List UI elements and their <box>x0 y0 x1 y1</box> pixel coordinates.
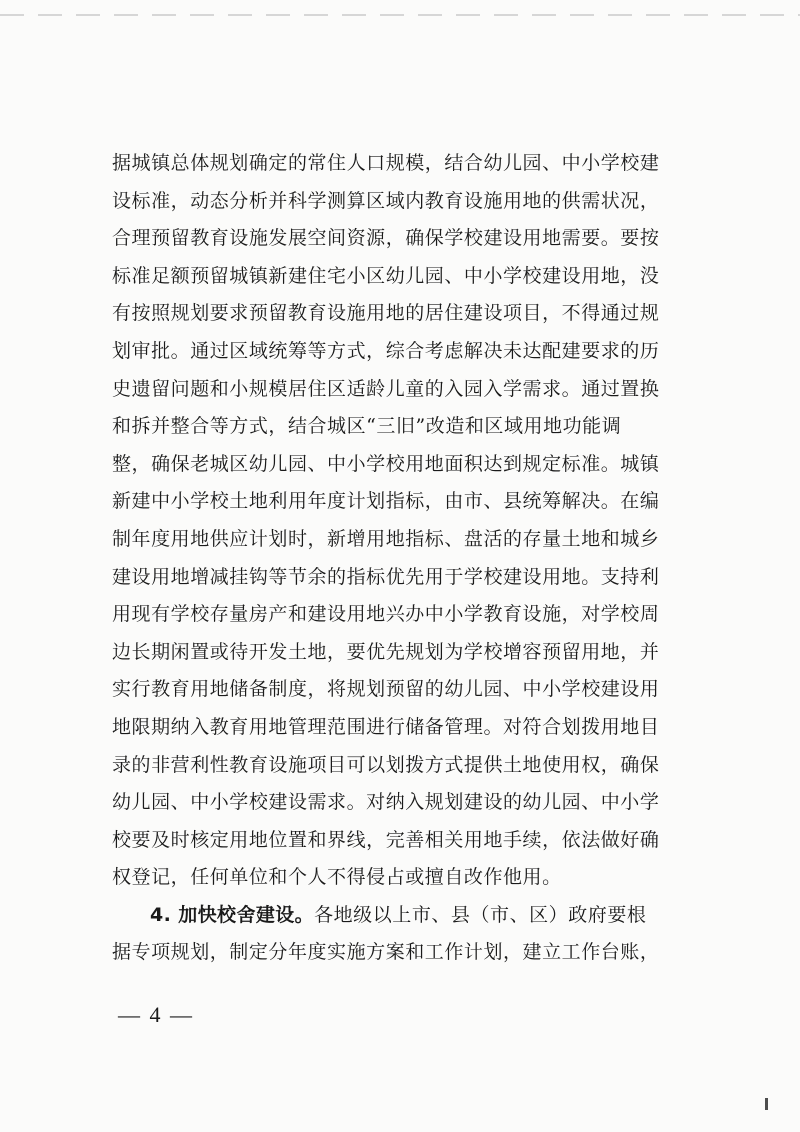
paragraph-line: 整，确保老城区幼儿园、中小学校用地面积达到规定标准。城镇 <box>112 452 660 475</box>
paragraph-line: 合理预留教育设施发展空间资源，确保学校建设用地需要。要按 <box>112 227 660 250</box>
scan-edge-mark <box>0 14 800 16</box>
paragraph-line: 制年度用地供应计划时，新增用地指标、盘活的存量土地和城乡 <box>112 527 660 550</box>
paragraph-line: 建设用地增减挂钩等节余的指标优先用于学校建设用地。支持利 <box>112 565 660 588</box>
paragraph-line: 用现有学校存量房产和建设用地兴办中小学教育设施，对学校周 <box>112 603 660 626</box>
paragraph-line: 录的非营利性教育设施项目可以划拨方式提供土地使用权，确保 <box>112 753 660 776</box>
paragraph-line: 史遗留问题和小规模居住区适龄儿童的入园入学需求。通过置换 <box>112 377 660 400</box>
paragraph-line: 和拆并整合等方式，结合城区“三旧”改造和区域用地功能调 <box>112 415 622 438</box>
paragraph-line: 据城镇总体规划确定的常住人口规模，结合幼儿园、中小学校建 <box>112 152 660 174</box>
paragraph-line: 幼儿园、中小学校建设需求。对纳入规划建设的幼儿园、中小学 <box>112 791 660 814</box>
section-four-first-line <box>112 897 697 935</box>
paragraph-line: 权登记，任何单位和个人不得侵占或擅自改作他用。 <box>112 866 562 889</box>
paragraph-line: 地限期纳入教育用地管理范围进行储备管理。对符合划拨用地目 <box>112 715 660 738</box>
body-text <box>112 145 697 972</box>
paragraph-line: 划审批。通过区域统筹等方式，综合考虑解决未达配建要求的历 <box>112 339 660 362</box>
section-line-text: 各地级以上市、县（市、区）政府要根 <box>314 903 647 926</box>
paragraph-line: 实行教育用地储备制度，将规划预留的幼儿园、中小学校建设用 <box>112 678 660 701</box>
page-number: — 4 — <box>118 1002 194 1027</box>
scan-mark <box>765 1098 768 1110</box>
paragraph-line: 新建中小学校土地利用年度计划指标，由市、县统筹解决。在编 <box>112 490 660 513</box>
section-heading: 4. 加快校舍建设。 <box>150 903 315 926</box>
paragraph-line: 标准足额预留城镇新建住宅小区幼儿园、中小学校建设用地，没 <box>112 264 660 287</box>
paragraph-line: 有按照规划要求预留教育设施用地的居住建设项目，不得通过规 <box>112 302 660 325</box>
paragraph-line: 边长期闲置或待开发土地，要优先规划为学校增容预留用地，并 <box>112 640 660 663</box>
paragraph-line: 设标准，动态分析并科学测算区域内教育设施用地的供需状况， <box>112 189 660 212</box>
section-four-second-line: 据专项规划，制定分年度实施方案和工作计划，建立工作台账， <box>112 941 660 964</box>
paragraph-line: 校要及时核定用地位置和界线，完善相关用地手续，依法做好确 <box>112 828 660 851</box>
